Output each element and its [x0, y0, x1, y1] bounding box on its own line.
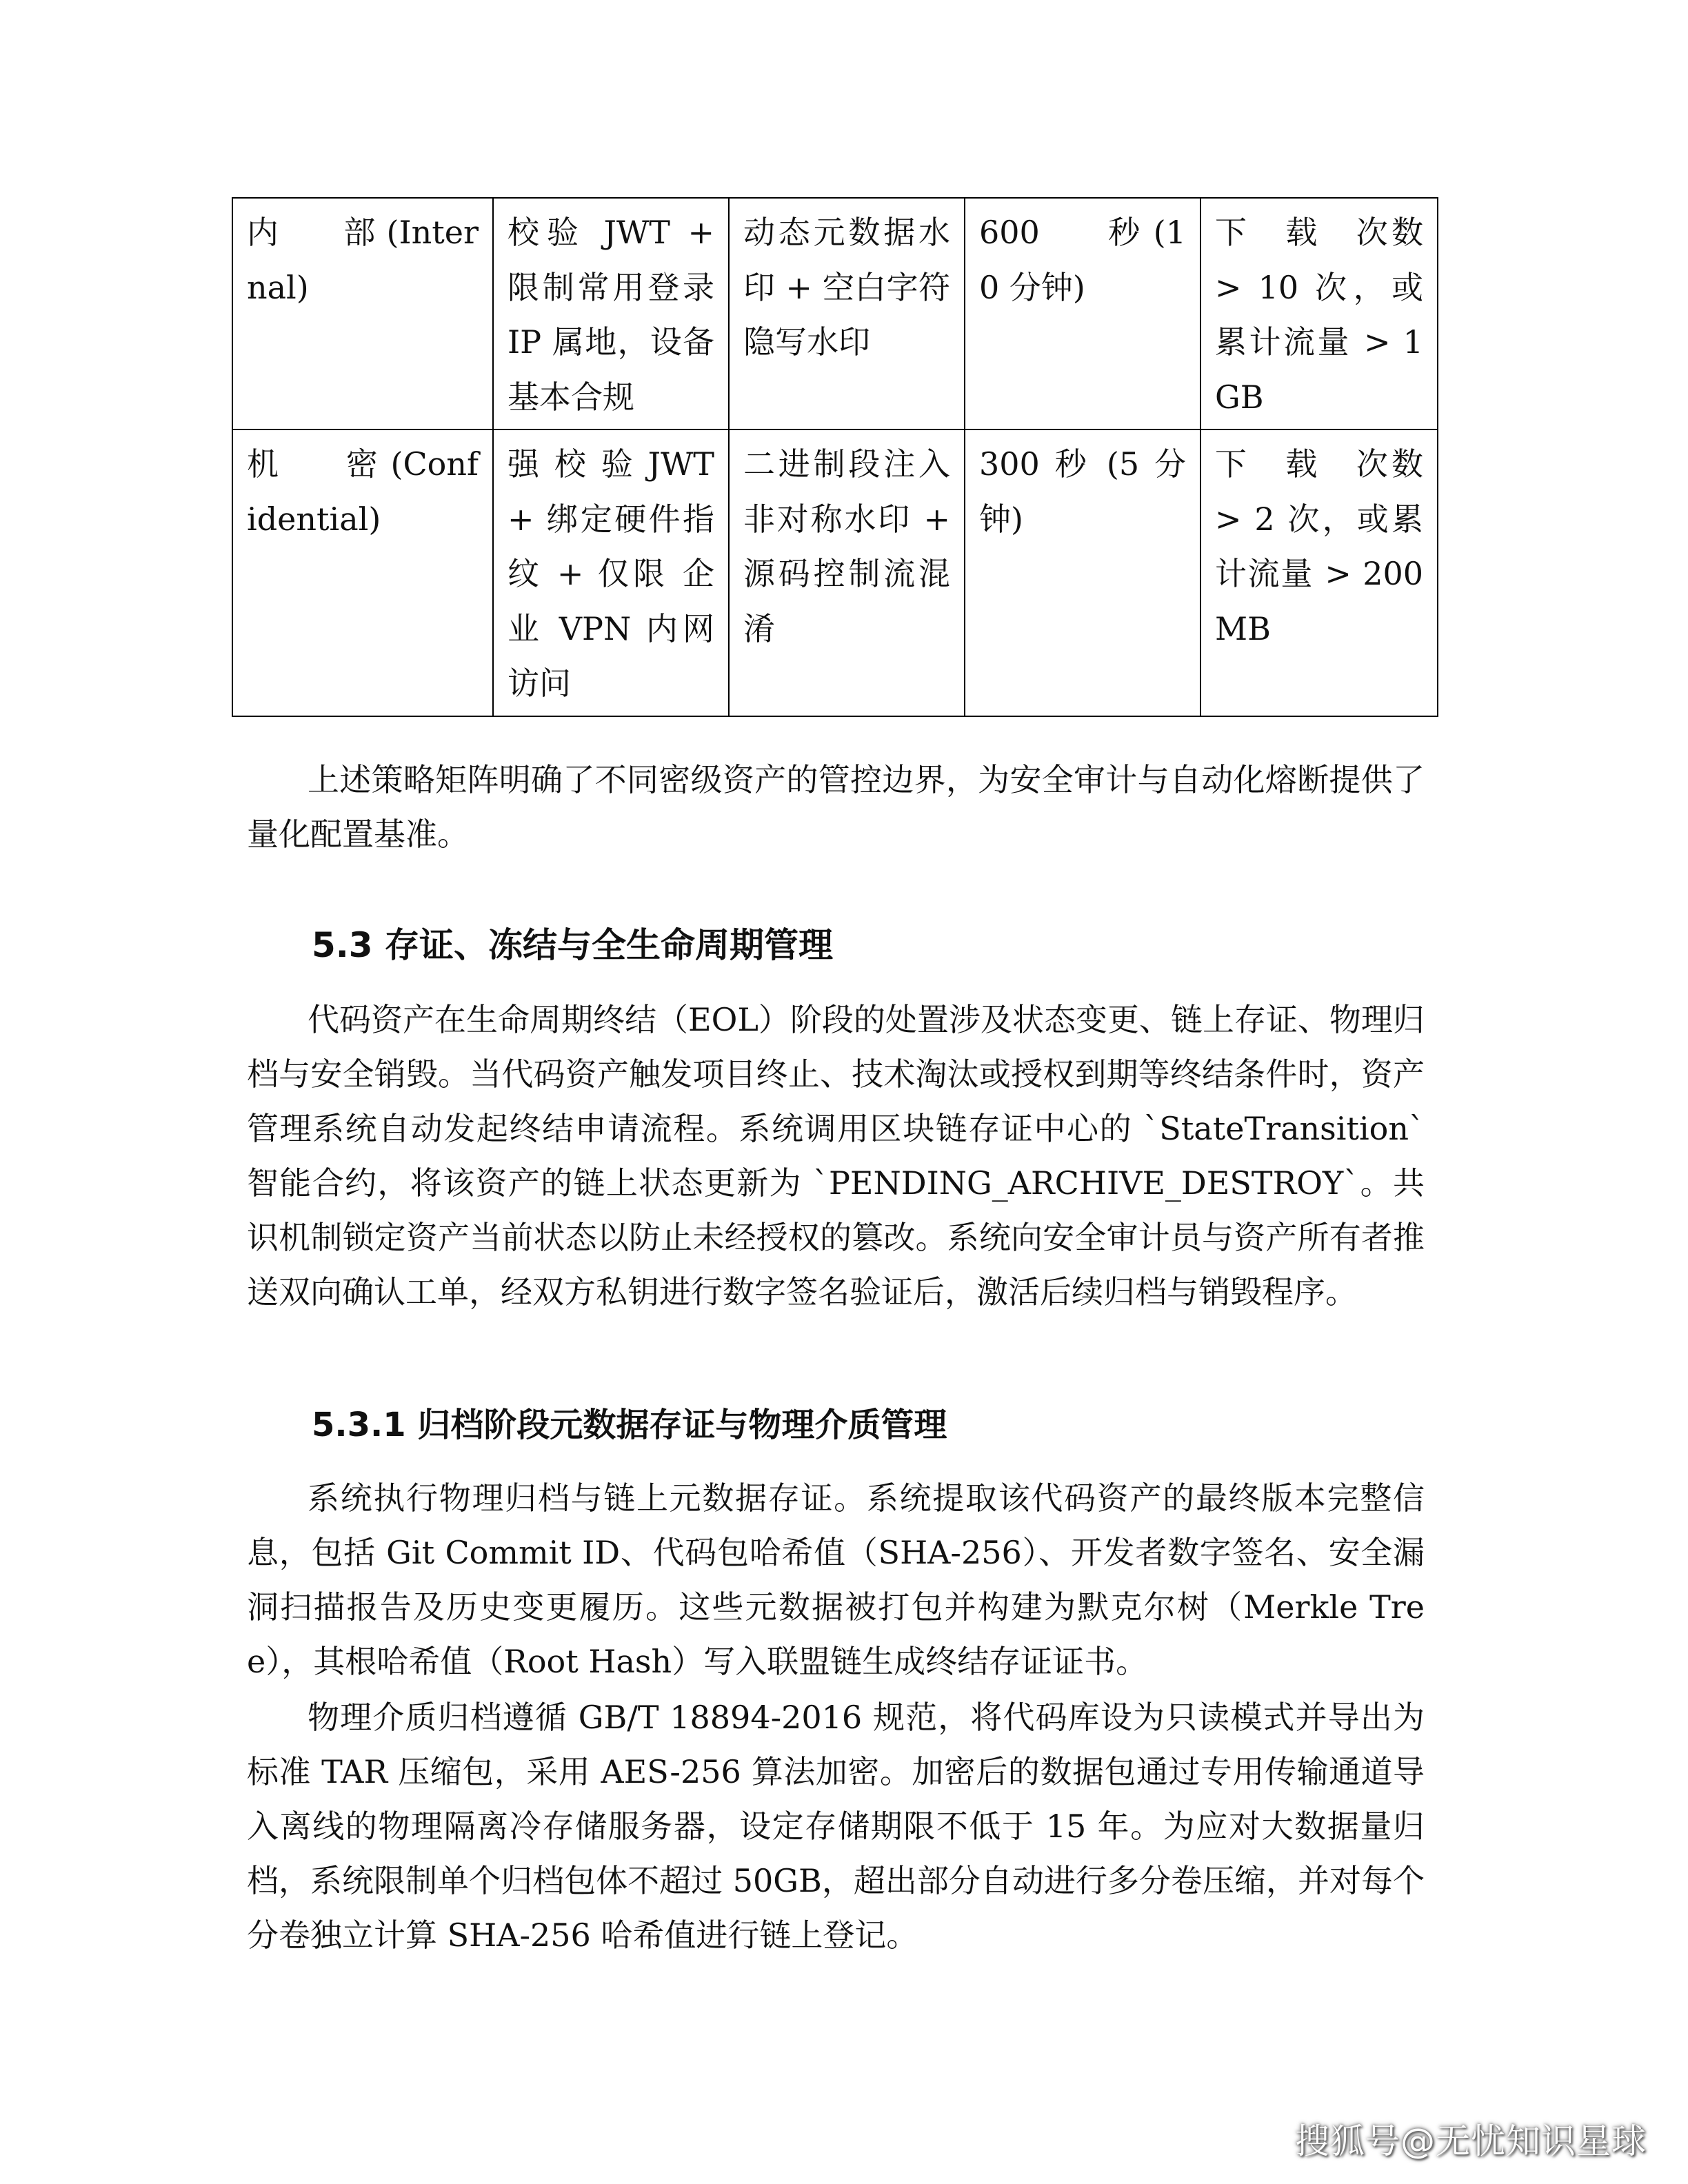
- table-cell-level: 内 部 (Internal): [232, 198, 493, 429]
- table-cell-threshold: 下 载 次数 > 10 次，或累计流量 > 1 GB: [1200, 198, 1438, 429]
- table-cell-watermark: 二进制段注入非对称水印 + 源码控制流混淆: [729, 429, 965, 716]
- section-5-3-1-body-1: 系统执行物理归档与链上元数据存证。系统提取该代码资产的最终版本完整信息，包括 Git Commit ID、代码包哈希值（SHA-256）、开发者数字签名、安全漏洞扫描报告及历史变更履历。这些元数据被打包并构建为默克尔树（Merkle Tree），其根哈希值（Root Hash）写入联盟链生成终结存证证书。: [247, 1479, 1425, 1680]
- table-cell-ttl: 600 秒 (10 分钟): [965, 198, 1200, 429]
- table-cell-ttl: 300 秒 (5 分钟): [965, 429, 1200, 716]
- section-heading-5-3: 5.3 存证、冻结与全生命周期管理: [312, 925, 833, 965]
- section-heading-5-3-1: 5.3.1 归档阶段元数据存证与物理介质管理: [312, 1406, 947, 1444]
- section-5-3-1-body-2: 物理介质归档遵循 GB/T 18894-2016 规范，将代码库设为只读模式并导出为标准 TAR 压缩包，采用 AES-256 算法加密。加密后的数据包通过专用传输通道导入离线的物理隔离冷存储服务器，设定存储期限不低于 15 年。为应对大数据量归档，系统限制单个归档包体不超过 50GB，超出部分自动进行多分卷压缩，并对每个分卷独立计算 SHA-256 哈希值进行链上登记。: [247, 1699, 1425, 1954]
- table-row: [232, 429, 1438, 716]
- table-cell-auth: 校验 JWT + 限制常用登录 IP 属地，设备基本合规: [493, 198, 729, 429]
- summary-paragraph: 上述策略矩阵明确了不同密级资产的管控边界，为安全审计与自动化熔断提供了量化配置基准。: [247, 761, 1425, 853]
- table-cell-level: 机 密 (Confidential): [232, 429, 493, 716]
- table-row: [232, 198, 1438, 429]
- table-cell-watermark: 动态元数据水印 + 空白字符隐写水印: [729, 198, 965, 429]
- section-5-3-body: 代码资产在生命周期终结（EOL）阶段的处置涉及状态变更、链上存证、物理归档与安全销毁。当代码资产触发项目终止、技术淘汰或授权到期等终结条件时，资产管理系统自动发起终结申请流程。系统调用区块链存证中心的 `StateTransition` 智能合约，将该资产的链上状态更新为 `PENDING_ARCHIVE_DESTROY`。共识机制锁定资产当前状态以防止未经授权的篡改。系统向安全审计员与资产所有者推送双向确认工单，经双方私钥进行数字签名验证后，激活后续归档与销毁程序。: [247, 1001, 1425, 1311]
- table-cell-auth: 强 校 验 JWT + 绑定硬件指纹 + 仅限 企 业 VPN 内网访问: [493, 429, 729, 716]
- policy-matrix-table: [232, 197, 1438, 717]
- table-cell-threshold: 下 载 次数 > 2 次，或累计流量 > 200 MB: [1200, 429, 1438, 716]
- source-watermark: 搜狐号@无忧知识星球: [1295, 2121, 1647, 2161]
